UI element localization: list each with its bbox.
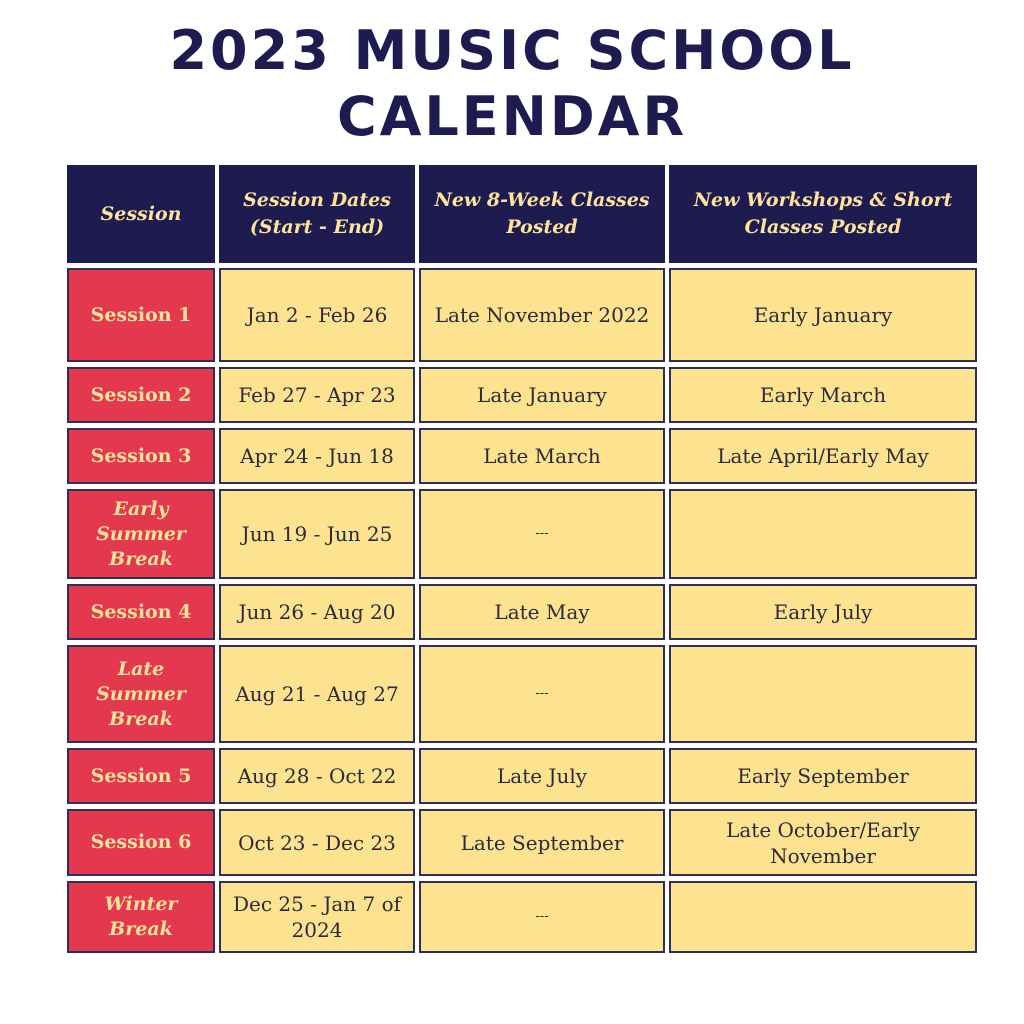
session-name-cell: Early Summer Break xyxy=(67,489,215,579)
header-workshops: New Workshops & Short Classes Posted xyxy=(669,165,977,263)
classes-posted-cell: --- xyxy=(419,489,665,579)
session-dates-cell: Aug 21 - Aug 27 xyxy=(219,645,415,743)
workshops-posted-cell xyxy=(669,881,977,953)
classes-posted-cell: --- xyxy=(419,881,665,953)
session-dates-cell: Apr 24 - Jun 18 xyxy=(219,428,415,484)
page-title xyxy=(0,18,1024,150)
calendar-table xyxy=(67,165,977,965)
session-name-cell: Session 1 xyxy=(67,268,215,362)
session-name-cell: Session 6 xyxy=(67,809,215,876)
classes-posted-cell: --- xyxy=(419,645,665,743)
session-dates-cell: Oct 23 - Dec 23 xyxy=(219,809,415,876)
workshops-posted-cell: Early March xyxy=(669,367,977,423)
session-name-cell: Session 2 xyxy=(67,367,215,423)
session-name-cell: Late Summer Break xyxy=(67,645,215,743)
session-dates-cell: Jun 19 - Jun 25 xyxy=(219,489,415,579)
workshops-posted-cell: Early July xyxy=(669,584,977,640)
workshops-posted-cell: Late October/Early November xyxy=(669,809,977,876)
session-dates-cell: Feb 27 - Apr 23 xyxy=(219,367,415,423)
workshops-posted-cell: Early September xyxy=(669,748,977,804)
classes-posted-cell: Late March xyxy=(419,428,665,484)
classes-posted-cell: Late September xyxy=(419,809,665,876)
session-dates-cell: Jan 2 - Feb 26 xyxy=(219,268,415,362)
workshops-posted-cell xyxy=(669,489,977,579)
session-name-cell: Session 5 xyxy=(67,748,215,804)
session-dates-cell: Aug 28 - Oct 22 xyxy=(219,748,415,804)
session-name-cell: Winter Break xyxy=(67,881,215,953)
classes-posted-cell: Late November 2022 xyxy=(419,268,665,362)
classes-posted-cell: Late January xyxy=(419,367,665,423)
workshops-posted-cell: Late April/Early May xyxy=(669,428,977,484)
classes-posted-cell: Late May xyxy=(419,584,665,640)
session-dates-cell: Jun 26 - Aug 20 xyxy=(219,584,415,640)
classes-posted-cell: Late July xyxy=(419,748,665,804)
session-name-cell: Session 3 xyxy=(67,428,215,484)
header-classes: New 8-Week Classes Posted xyxy=(419,165,665,263)
workshops-posted-cell xyxy=(669,645,977,743)
title-line-2: CALENDAR xyxy=(336,85,688,148)
session-name-cell: Session 4 xyxy=(67,584,215,640)
header-dates: Session Dates (Start - End) xyxy=(219,165,415,263)
title-line-1: 2023 MUSIC SCHOOL xyxy=(169,19,855,82)
session-dates-cell: Dec 25 - Jan 7 of 2024 xyxy=(219,881,415,953)
header-session: Session xyxy=(67,165,215,263)
workshops-posted-cell: Early January xyxy=(669,268,977,362)
